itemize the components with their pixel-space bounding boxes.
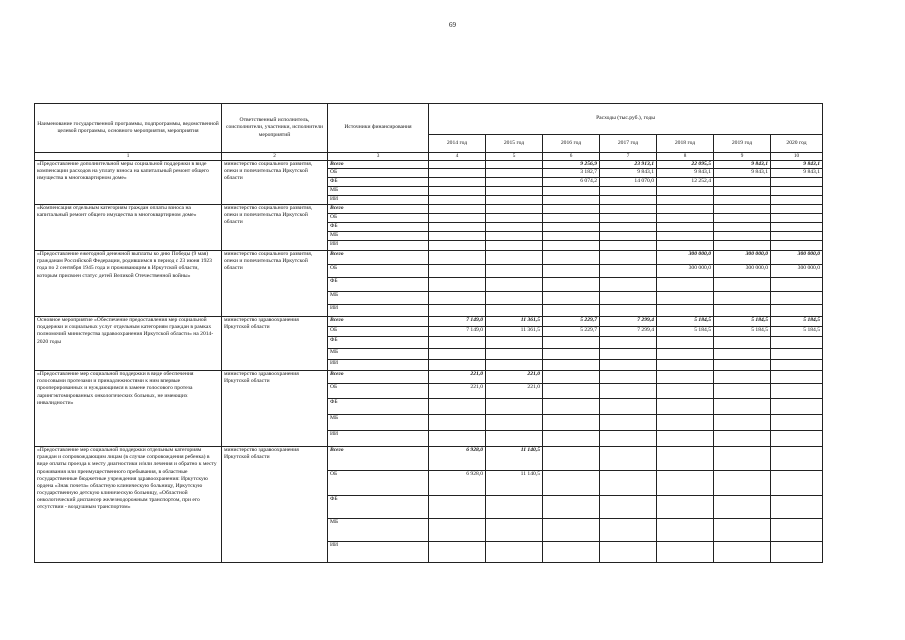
amount-cell xyxy=(429,519,486,542)
funding-source: МБ xyxy=(328,519,429,542)
amount-cell xyxy=(543,384,600,399)
amount-cell: 300 000,0 xyxy=(771,265,823,278)
amount-cell xyxy=(714,371,771,384)
amount-cell xyxy=(657,471,714,496)
amount-cell xyxy=(486,431,543,447)
amount-cell xyxy=(429,223,486,232)
amount-cell xyxy=(714,496,771,519)
amount-cell xyxy=(657,496,714,519)
amount-cell: 23 913,1 xyxy=(600,161,657,169)
amount-cell xyxy=(657,232,714,241)
amount-cell xyxy=(600,278,657,292)
amount-cell xyxy=(429,278,486,292)
header-year-5: 2018 год xyxy=(657,135,714,153)
amount-cell xyxy=(657,305,714,317)
amount-cell xyxy=(714,349,771,360)
header-sources: Источники финансирования xyxy=(328,104,429,153)
measure-name: «Компенсация отдельным категориям граждан оплаты взноса на капитальный ремонт общего имущества в многоквартирном доме» xyxy=(35,205,222,251)
amount-cell xyxy=(543,447,600,471)
amount-cell: 7 149,0 xyxy=(429,317,486,327)
amount-cell xyxy=(486,251,543,265)
amount-cell: 9 843,1 xyxy=(657,169,714,178)
amount-cell: 9 256,9 xyxy=(543,161,600,169)
amount-cell xyxy=(429,214,486,223)
amount-cell xyxy=(486,265,543,278)
amount-cell xyxy=(486,519,543,542)
amount-cell xyxy=(486,496,543,519)
amount-cell xyxy=(657,360,714,371)
amount-cell xyxy=(714,384,771,399)
amount-cell xyxy=(543,214,600,223)
amount-cell: 11 140,5 xyxy=(486,447,543,471)
amount-cell: 300 000,0 xyxy=(714,265,771,278)
amount-cell xyxy=(429,251,486,265)
amount-cell xyxy=(771,205,823,214)
amount-cell xyxy=(543,360,600,371)
amount-cell xyxy=(429,399,486,415)
amount-cell xyxy=(714,232,771,241)
header-col-number-10: 10 xyxy=(771,153,823,161)
amount-cell xyxy=(771,187,823,196)
amount-cell: 5 229,7 xyxy=(543,327,600,337)
measure-executor: министерство здравоохранения Иркутской области xyxy=(222,317,328,371)
measure-executor: министерство социального развития, опеки и попечительства Иркутской области xyxy=(222,205,328,251)
header-year-6: 2019 год xyxy=(714,135,771,153)
amount-cell xyxy=(714,241,771,251)
header-year-1: 2014 год xyxy=(429,135,486,153)
amount-cell xyxy=(429,415,486,431)
funding-source: ОБ xyxy=(328,327,429,337)
amount-cell xyxy=(771,542,823,563)
amount-cell xyxy=(600,214,657,223)
amount-cell: 5 184,5 xyxy=(714,327,771,337)
amount-cell: 22 095,5 xyxy=(657,161,714,169)
amount-cell xyxy=(486,241,543,251)
amount-cell xyxy=(657,187,714,196)
amount-cell xyxy=(657,399,714,415)
amount-cell xyxy=(600,471,657,496)
amount-cell xyxy=(486,178,543,187)
header-col-number-6: 6 xyxy=(543,153,600,161)
funding-source: ИИ xyxy=(328,196,429,205)
amount-cell xyxy=(600,399,657,415)
amount-cell xyxy=(486,360,543,371)
amount-cell xyxy=(429,337,486,349)
amount-cell xyxy=(657,292,714,305)
table-header xyxy=(35,104,823,161)
table-row xyxy=(35,447,823,471)
amount-cell xyxy=(429,205,486,214)
amount-cell: 6 928,0 xyxy=(429,447,486,471)
amount-cell xyxy=(714,292,771,305)
amount-cell: 5 184,5 xyxy=(771,317,823,327)
amount-cell: 221,0 xyxy=(429,371,486,384)
funding-source: ФБ xyxy=(328,399,429,415)
amount-cell: 5 184,5 xyxy=(771,327,823,337)
amount-cell: 300 000,0 xyxy=(714,251,771,265)
funding-source: МБ xyxy=(328,349,429,360)
amount-cell xyxy=(771,360,823,371)
amount-cell xyxy=(657,278,714,292)
amount-cell xyxy=(771,278,823,292)
amount-cell xyxy=(429,265,486,278)
amount-cell xyxy=(600,384,657,399)
measure-name: «Предоставление дополнительной меры социальной поддержки в виде компенсации расходов на уплату взноса на капитальный ремонт общего имущества в многоквартирном доме» xyxy=(35,161,222,205)
amount-cell xyxy=(714,187,771,196)
funding-source: ОБ xyxy=(328,384,429,399)
amount-cell: 300 000,0 xyxy=(657,265,714,278)
page-number: 69 xyxy=(449,21,456,29)
amount-cell: 3 182,7 xyxy=(543,169,600,178)
header-col-number-5: 5 xyxy=(486,153,543,161)
amount-cell xyxy=(714,214,771,223)
amount-cell xyxy=(600,292,657,305)
amount-cell: 7 149,0 xyxy=(429,327,486,337)
amount-cell xyxy=(657,384,714,399)
amount-cell: 5 184,5 xyxy=(657,317,714,327)
amount-cell xyxy=(543,415,600,431)
amount-cell: 221,0 xyxy=(429,384,486,399)
amount-cell xyxy=(486,337,543,349)
table-body xyxy=(35,161,823,563)
table-row xyxy=(35,205,823,214)
header-col-number-1: 1 xyxy=(35,153,222,161)
amount-cell xyxy=(771,232,823,241)
funding-source: ФБ xyxy=(328,496,429,519)
amount-cell xyxy=(543,305,600,317)
amount-cell xyxy=(771,371,823,384)
amount-cell xyxy=(600,519,657,542)
header-col-number-3: 3 xyxy=(328,153,429,161)
amount-cell xyxy=(543,349,600,360)
amount-cell xyxy=(543,471,600,496)
amount-cell xyxy=(657,337,714,349)
amount-cell xyxy=(600,241,657,251)
amount-cell xyxy=(657,214,714,223)
amount-cell xyxy=(714,278,771,292)
amount-cell xyxy=(429,241,486,251)
header-executor: Ответственный исполнитель, соисполнители, участники, исполнители мероприятий xyxy=(222,104,328,153)
amount-cell xyxy=(486,169,543,178)
amount-cell xyxy=(543,519,600,542)
amount-cell: 9 843,1 xyxy=(771,169,823,178)
amount-cell xyxy=(771,415,823,431)
amount-cell xyxy=(486,292,543,305)
amount-cell xyxy=(657,223,714,232)
funding-source: ФБ xyxy=(328,278,429,292)
funding-source: МБ xyxy=(328,415,429,431)
funding-source: ИИ xyxy=(328,542,429,563)
funding-source: Всего xyxy=(328,251,429,265)
header-expenses: Расходы (тыс.руб.), годы xyxy=(429,104,823,135)
header-year-7: 2020 год xyxy=(771,135,823,153)
amount-cell xyxy=(486,542,543,563)
amount-cell xyxy=(429,169,486,178)
amount-cell xyxy=(714,471,771,496)
header-col-number-2: 2 xyxy=(222,153,328,161)
amount-cell xyxy=(771,292,823,305)
funding-source: МБ xyxy=(328,292,429,305)
amount-cell xyxy=(486,196,543,205)
amount-cell: 14 070,0 xyxy=(600,178,657,187)
amount-cell xyxy=(771,214,823,223)
amount-cell xyxy=(657,241,714,251)
funding-source: ОБ xyxy=(328,265,429,278)
funding-source: ИИ xyxy=(328,431,429,447)
amount-cell xyxy=(543,371,600,384)
header-col-number-8: 8 xyxy=(657,153,714,161)
header-column-numbers xyxy=(35,153,823,161)
amount-cell xyxy=(486,223,543,232)
amount-cell xyxy=(543,223,600,232)
amount-cell xyxy=(429,178,486,187)
amount-cell xyxy=(429,542,486,563)
amount-cell xyxy=(714,337,771,349)
amount-cell xyxy=(600,223,657,232)
amount-cell xyxy=(714,305,771,317)
funding-source: Всего xyxy=(328,205,429,214)
amount-cell xyxy=(600,305,657,317)
amount-cell: 9 843,1 xyxy=(714,169,771,178)
amount-cell xyxy=(543,187,600,196)
table-row xyxy=(35,161,823,169)
measure-executor: министерство социального развития, опеки и попечительства Иркутской области xyxy=(222,251,328,317)
amount-cell xyxy=(486,415,543,431)
amount-cell xyxy=(771,337,823,349)
amount-cell xyxy=(771,447,823,471)
amount-cell xyxy=(600,371,657,384)
amount-cell xyxy=(600,431,657,447)
funding-source: ФБ xyxy=(328,337,429,349)
amount-cell: 11 140,5 xyxy=(486,471,543,496)
measure-executor: министерство социального развития, опеки и попечительства Иркутской области xyxy=(222,161,328,205)
funding-source: ОБ xyxy=(328,471,429,496)
amount-cell xyxy=(429,196,486,205)
measure-name: «Предоставление мер социальной поддержки отдельным категориям граждан и сопровождающим лицам (в случае сопровождения ребенка) в виде оплаты проезда к месту диагностики и/или лечения и обратно к месту проживания или преимущественного пребывания, в областные государственные бюджетные учреждения здравоохранения: Иркутскую ордена «Знак почета» областную клиническую больницу, Иркутскую государственную детскую клиническую больницу, «Областной онкологический диспансер железнодорожным транспортом, при его отсутствии - воздушным транспортом» xyxy=(35,447,222,563)
header-year-2: 2015 год xyxy=(486,135,543,153)
amount-cell xyxy=(486,187,543,196)
amount-cell xyxy=(600,542,657,563)
amount-cell xyxy=(771,305,823,317)
amount-cell xyxy=(600,232,657,241)
amount-cell: 5 184,5 xyxy=(657,327,714,337)
funding-source: Всего xyxy=(328,317,429,327)
financing-table xyxy=(34,103,823,563)
amount-cell: 9 843,1 xyxy=(771,161,823,169)
amount-cell: 5 184,5 xyxy=(714,317,771,327)
amount-cell xyxy=(657,415,714,431)
amount-cell xyxy=(543,337,600,349)
amount-cell: 6 928,0 xyxy=(429,471,486,496)
amount-cell xyxy=(771,196,823,205)
amount-cell xyxy=(600,360,657,371)
amount-cell: 7 299,4 xyxy=(600,317,657,327)
funding-source: ИИ xyxy=(328,360,429,371)
amount-cell xyxy=(714,415,771,431)
amount-cell xyxy=(543,196,600,205)
amount-cell xyxy=(486,232,543,241)
amount-cell xyxy=(657,205,714,214)
amount-cell xyxy=(543,292,600,305)
amount-cell xyxy=(486,349,543,360)
table-row xyxy=(35,317,823,327)
amount-cell xyxy=(429,360,486,371)
amount-cell xyxy=(657,349,714,360)
amount-cell xyxy=(771,496,823,519)
amount-cell xyxy=(600,447,657,471)
measure-name: «Предоставление ежегодной денежной выплаты ко дню Победы (9 мая) гражданам Российской Федерации, родившимся в период с 23 июня 1923 года по 2 сентября 1945 года и проживающим в Иркутской области, которым присвоен статус детей Великой Отечественной войны» xyxy=(35,251,222,317)
amount-cell xyxy=(543,232,600,241)
funding-source: Всего xyxy=(328,447,429,471)
amount-cell xyxy=(600,415,657,431)
table-row xyxy=(35,251,823,265)
amount-cell xyxy=(543,265,600,278)
header-col-number-4: 4 xyxy=(429,153,486,161)
amount-cell xyxy=(600,496,657,519)
funding-source: Всего xyxy=(328,371,429,384)
measure-name: «Предоставление мер социальной поддержки в виде обеспечения голосовыми протезами и принадлежностями к ним впервые прооперированных и нуждающимся в замене голосового протеза ларингэктомированных онкологических больных, не имеющих инвалидности» xyxy=(35,371,222,447)
amount-cell xyxy=(714,519,771,542)
header-year-4: 2017 год xyxy=(600,135,657,153)
amount-cell xyxy=(714,399,771,415)
amount-cell xyxy=(657,196,714,205)
amount-cell xyxy=(771,241,823,251)
amount-cell: 221,0 xyxy=(486,384,543,399)
amount-cell xyxy=(543,431,600,447)
amount-cell xyxy=(543,399,600,415)
measure-executor: министерство здравоохранения Иркутской области xyxy=(222,371,328,447)
amount-cell xyxy=(600,265,657,278)
amount-cell: 5 229,7 xyxy=(543,317,600,327)
amount-cell xyxy=(714,360,771,371)
amount-cell xyxy=(543,241,600,251)
amount-cell xyxy=(429,496,486,519)
amount-cell xyxy=(714,542,771,563)
amount-cell xyxy=(771,431,823,447)
amount-cell xyxy=(600,205,657,214)
amount-cell xyxy=(486,278,543,292)
amount-cell: 12 252,4 xyxy=(657,178,714,187)
header-col-number-9: 9 xyxy=(714,153,771,161)
amount-cell xyxy=(600,337,657,349)
funding-source: МБ xyxy=(328,187,429,196)
amount-cell xyxy=(657,371,714,384)
amount-cell xyxy=(600,187,657,196)
table-row xyxy=(35,371,823,384)
amount-cell xyxy=(600,251,657,265)
amount-cell xyxy=(771,471,823,496)
amount-cell xyxy=(429,431,486,447)
amount-cell xyxy=(771,223,823,232)
amount-cell xyxy=(543,496,600,519)
funding-source: ИИ xyxy=(328,305,429,317)
amount-cell xyxy=(429,161,486,169)
amount-cell xyxy=(657,542,714,563)
header-col-number-7: 7 xyxy=(600,153,657,161)
amount-cell xyxy=(543,278,600,292)
amount-cell xyxy=(771,384,823,399)
amount-cell xyxy=(771,399,823,415)
amount-cell xyxy=(714,205,771,214)
amount-cell: 300 000,0 xyxy=(657,251,714,265)
amount-cell xyxy=(714,196,771,205)
amount-cell xyxy=(543,542,600,563)
amount-cell: 221,0 xyxy=(486,371,543,384)
funding-source: ОБ xyxy=(328,214,429,223)
amount-cell xyxy=(429,232,486,241)
amount-cell xyxy=(657,519,714,542)
amount-cell: 300 000,0 xyxy=(771,251,823,265)
amount-cell xyxy=(429,305,486,317)
header-name: Наименование государственной программы, подпрограммы, ведомственной целевой программы, основного мероприятия, мероприятия xyxy=(35,104,222,153)
amount-cell xyxy=(486,305,543,317)
amount-cell xyxy=(714,447,771,471)
funding-source: МБ xyxy=(328,232,429,241)
amount-cell xyxy=(714,431,771,447)
amount-cell: 6 074,2 xyxy=(543,178,600,187)
amount-cell: 11 361,5 xyxy=(486,317,543,327)
amount-cell xyxy=(429,349,486,360)
amount-cell xyxy=(657,447,714,471)
funding-source: Всего xyxy=(328,161,429,169)
funding-source: ФБ xyxy=(328,178,429,187)
amount-cell xyxy=(600,349,657,360)
amount-cell xyxy=(714,223,771,232)
amount-cell xyxy=(771,349,823,360)
amount-cell: 9 843,1 xyxy=(600,169,657,178)
measure-name: Основное мероприятие «Обеспечение предоставления мер социальной поддержки и социальных услуг отдельным категориям граждан в рамках полномочий министерства здравоохранения Иркутской области» на 2014-2020 годы xyxy=(35,317,222,371)
amount-cell xyxy=(771,519,823,542)
amount-cell xyxy=(429,187,486,196)
amount-cell xyxy=(600,196,657,205)
amount-cell xyxy=(657,431,714,447)
amount-cell xyxy=(486,205,543,214)
amount-cell xyxy=(543,205,600,214)
amount-cell: 9 843,1 xyxy=(714,161,771,169)
amount-cell xyxy=(486,399,543,415)
amount-cell xyxy=(714,178,771,187)
header-year-3: 2016 год xyxy=(543,135,600,153)
amount-cell xyxy=(543,251,600,265)
amount-cell xyxy=(486,214,543,223)
amount-cell xyxy=(486,161,543,169)
amount-cell xyxy=(771,178,823,187)
measure-executor: министерство здравоохранения Иркутской области xyxy=(222,447,328,563)
funding-source: ИИ xyxy=(328,241,429,251)
funding-source: ОБ xyxy=(328,169,429,178)
funding-source: ФБ xyxy=(328,223,429,232)
amount-cell: 7 299,4 xyxy=(600,327,657,337)
amount-cell xyxy=(429,292,486,305)
amount-cell: 11 361,5 xyxy=(486,327,543,337)
